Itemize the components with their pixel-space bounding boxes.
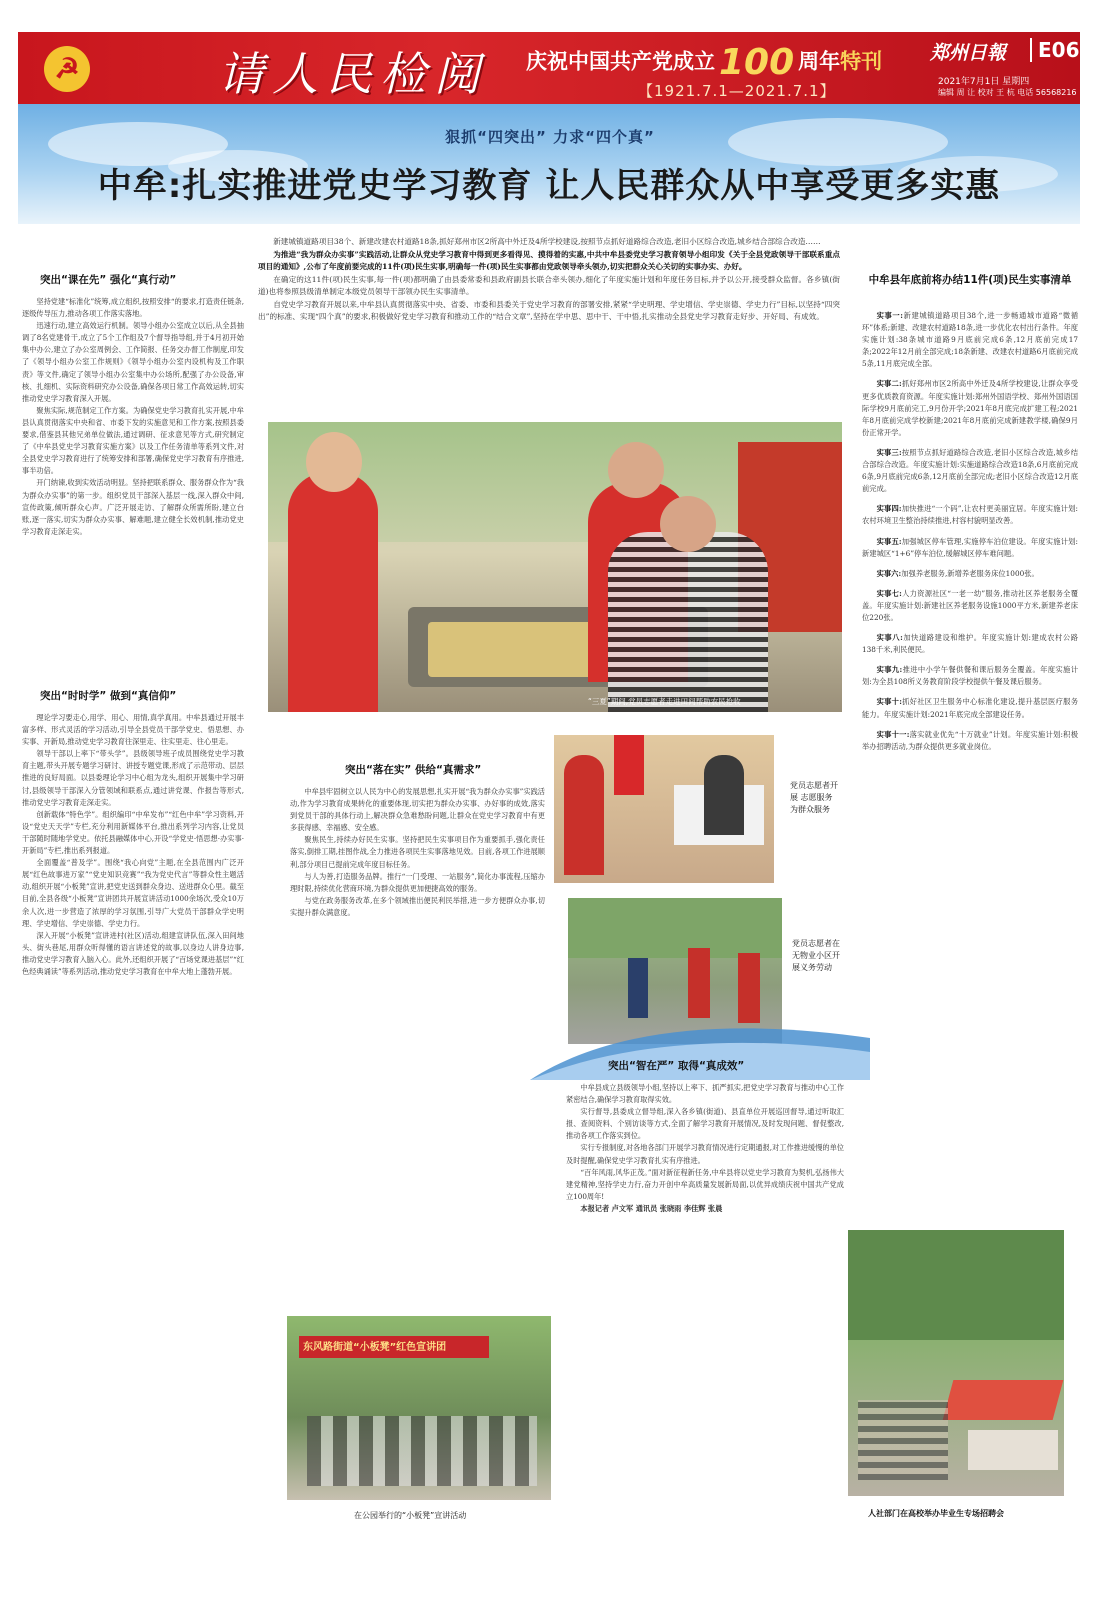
lead-paragraphs <box>258 236 840 324</box>
lead-p4: 自党史学习教育开展以来,中牟县认真贯彻落实中央、省委、市委和县委关于党史学习教育的部署安排,紧紧“学史明理、学史增信、学史崇德、学史力行”目标,以坚持“四突出”的标准、实现“四个真”的要求,积极做好党史学习教育和推动工作的“结合文章”,坚持在学中思、思中干、干中悟,扎实推动全县党史学习教育走好步、开好局、有成效。 <box>258 299 840 321</box>
rbox-item: 实事十一:落实就业优先“十万就业”计划。年度实施计划:积极举办招聘活动,为群众提供更多就业岗位。 <box>862 729 1078 751</box>
party-emblem-icon: ☭ <box>44 46 90 92</box>
rbox-title: 中牟县年底前将办结11件(项)民生实事清单 <box>868 274 1072 286</box>
section1-body <box>22 296 244 678</box>
photo3-caption: 党员志愿者在 无物业小区开展义务劳动 <box>792 939 840 972</box>
section4-title: 突出“智在严” 取得“真成效” <box>608 1060 745 1072</box>
section4-p4: “百年风雨,风华正茂。”面对新征程新任务,中牟县将以党史学习教育为契机,弘扬伟大建党精神,坚持学史力行,奋力开创中牟高质量发展新局面,以优异成绩庆祝中国共产党成立100周年! <box>566 1167 844 1201</box>
photo-volunteer-service <box>554 735 774 883</box>
section2-title: 突出“时时学” 做到“真信仰” <box>40 690 177 702</box>
section2-p1: 理论学习要走心,用学、用心、用情,真学真用。中牟县通过开展丰富多样、形式灵活的学习活动,引导全县党员干部学党史、悟思想、办实事、开新局,推动党史学习教育往深里走、往实里走、往心里走。 <box>22 713 244 747</box>
lead-p2: 为推进“我为群众办实事”实践活动,让群众从党史学习教育中得到更多看得见、摸得着的实惠,中共中牟县委党史学习教育领导小组印发《关于全县党政领导干部联系重点项目的通知》,公布了年度前要完成的11件(项)民生实事,明确每一件(项)民生实事都由党政领导牵头领办,切实把群众关心关切的实事办实、办好。 <box>258 249 840 271</box>
photo5-caption: 人社部门在高校举办毕业生专场招聘会 <box>868 1509 1004 1518</box>
main-photo <box>268 422 842 712</box>
rbox-item: 实事五:加强城区停车管理,实施停车泊位建设。年度实施计划:新建城区“1+6”停车泊位,缓解城区停车难问题。 <box>862 536 1078 558</box>
section1-p1: 坚持党建“标准化”统筹,成立组织,按照安排“的要求,打造责任链条,逐级传导压力,推动各项工作落实落地。 <box>22 297 244 319</box>
editors-line: 编辑 周 让 校对 王 杭 电话 56568216 <box>938 88 1077 97</box>
rbox-item: 实事八:加快道路建设和维护。年度实施计划:建成农村公路138千米,利民便民。 <box>862 633 1078 655</box>
masthead <box>18 32 1080 104</box>
rbox-item: 实事七:人力资源社区“一老一幼”服务,推动社区养老服务全覆盖。年度实施计划:新建社区养老服务设施1000平方米,新建养老床位220张。 <box>862 588 1078 622</box>
rbox-item: 实事三:按照节点抓好道路综合改造,老旧小区综合改造,城乡结合部综合改造。年度实施计划:实施道路综合改造18条,6月底前完成6条,9月底前完成6条,12月底前全部完成;老旧小区综合改造12月底前完成。 <box>862 447 1078 494</box>
section2-p4: 全面覆盖“普及学”。围绕“我心向党”主题,在全县范围内广泛开展“红色故事进万家”“党史知识竞赛”“我为党史代言”等群众性主题活动,组织开展“小板凳”宣讲,把党史送到群众身边、送进群众心里。截至目前,全县各级“小板凳”宣讲团共开展宣讲活动1000余场次,受众10万余人次,进一步营造了浓厚的学习氛围,引导广大党员干部群众学史明理、学史增信、学史崇德、学史力行。 <box>22 858 244 928</box>
photo2-caption: 党员志愿者开展 志愿服务 为群众服务 <box>790 781 838 814</box>
photo4-caption: 在公园举行的“小板凳”宣讲活动 <box>354 1511 467 1520</box>
rbox-item: 实事一:新建城镇道路项目38个,进一步畅通城市道路“微循环”体系;新建、改建农村道路18条,进一步优化农村出行条件。年度实施计划:38条城市道路9月底前完成6条,12月底前完成17条;2022年12月前全部完成;18条新建、改建农村道路6月底前完成5条,11月底完成全部。 <box>862 311 1078 369</box>
anniv-number: 100 <box>719 42 795 83</box>
kicker: 狠抓“四突出” 力求“四个真” <box>445 128 655 146</box>
section4-body <box>566 1082 844 1552</box>
section3-p3: 与人为善,打造服务品牌。推行“一门受理、一站服务”,简化办事流程,压缩办理时限,持续优化营商环境,为群众提供更加便捷高效的服务。 <box>290 871 545 893</box>
anniv-pre: 庆祝中国共产党成立 <box>526 49 715 74</box>
rbox-item: 实事六:加强养老服务,新增养老服务床位1000张。 <box>876 568 1039 578</box>
section3-p2: 聚焦民生,持续办好民生实事。坚持把民生实事项目作为重要抓手,强化责任落实,倒排工期,挂图作战,全力推进各项民生实事落地见效。目前,各项工作进展顺利,部分项目已提前完成年度目标任务。 <box>290 835 545 869</box>
section3-title: 突出“落在实” 供给“真需求” <box>345 764 482 776</box>
section3-body <box>290 786 545 1206</box>
section3-p4: 与党在政务服务改革,在多个领域推出便民利民举措,进一步方便群众办事,切实提升群众满意度。 <box>290 895 545 917</box>
section4-p1: 中牟县成立县级领导小组,坚持以上率下、抓严抓实,把党史学习教育与推动中心工作紧密结合,确保学习教育取得实效。 <box>566 1083 844 1105</box>
main-photo-caption: “三夏”期间,党员志愿者走进田间帮助农民抢收 <box>588 697 741 706</box>
rbox-item: 实事二:抓好郑州市区2所高中外迁及4所学校建设,让群众享受更多优质教育资源。年度实施计划:郑州外国语学校、郑州外国语国际学校9月底前完工,9月份开学;2021年8月底完成扩建工程;2021年8月底前完成学校新建;2021年8月底前完成新建教学楼,确保9月份正常开学。 <box>862 379 1078 437</box>
section3-p1: 中牟县牢固树立以人民为中心的发展思想,扎实开展“我为群众办实事”实践活动,作为学习教育成果转化的重要体现,切实把为群众办实事、办好事的成效,落实到党员干部的具体行动上,解决群众急难愁盼问题,让群众在党史学习教育中有更多获得感、幸福感、安全感。 <box>290 787 545 833</box>
rbox-item: 实事十:抓好社区卫生服务中心标准化建设,提升基层医疗服务能力。年度实施计划:2021年底完成全部建设任务。 <box>862 697 1078 719</box>
paper-name: 郑州日報 <box>930 42 1007 64</box>
anniversary-title <box>526 42 882 83</box>
headline: 中牟:扎实推进党史学习教育 让人民群众从中享受更多实惠 <box>97 166 1001 206</box>
photo4-banner: 东风路街道“小板凳”红色宣讲团 <box>303 1342 447 1353</box>
column-name: 请人民检阅 <box>218 47 488 101</box>
issue-date: 2021年7月1日 星期四 <box>938 77 1030 87</box>
section2-body <box>22 712 244 1542</box>
section4-p2: 实行督导,县委成立督导组,深入各乡镇(街道)、县直单位开展巡回督导,通过听取汇报、查阅资料、个别访谈等方式,全面了解学习教育开展情况,及时发现问题、督促整改,推动各项工作落实到位。 <box>566 1107 844 1141</box>
photo-job-fair <box>848 1230 1064 1496</box>
section1-title: 突出“课在先” 强化“真行动” <box>40 274 177 286</box>
section4-p3: 实行专报制度,对各地各部门开展学习教育情况进行定期通报,对工作推进缓慢的单位及时提醒,确保党史学习教育扎实有序推进。 <box>566 1143 844 1165</box>
section2-p5: 深入开展“小板凳”宣讲进村(社区)活动,组建宣讲队伍,深入田间地头、街头巷尾,用群众听得懂的语言讲述党的故事,以身边人讲身边事,推动党史学习教育入脑入心。此外,还组织开展了“百场党课进基层”“红色经典诵读”等系列活动,推动党史学习教育在中牟大地上蓬勃开展。 <box>22 930 244 976</box>
rbox-item: 实事四:加快推进“一个码”,让农村更美丽宜居。年度实施计划:农村环境卫生整治持续推进,村容村貌明显改善。 <box>862 504 1078 526</box>
date-range: 【1921.7.1—2021.7.1】 <box>638 82 836 100</box>
anniv-post: 周年 <box>798 49 841 74</box>
section1-p2: 迅速行动,建立高效运行机制。领导小组办公室成立以后,从全县抽调了8名党建骨干,成立了5个工作组及7个督导指导组,并于4月初开始集中办公,建立了办公室周例会、工作简报、任务交办督工作制度,印发了《领导小组办公室工作规则》《领导小组办公室内设机构及工作职责》等文件,确定了领导小组办公室集中办公场所,配强了办公设备,审核、扎细机、实际资料研究办公设备,确保各项日常工作高效运转,切实推动党史学习教育深入开展。 <box>22 321 244 403</box>
byline: 本报记者 卢文军 通讯员 张晓雨 李佳辉 张晨 <box>580 1203 723 1213</box>
lead-p3: 在确定的这11件(项)民生实事,每一件(项)都明确了由县委常委和县政府副县长联合牵头领办,细化了年度实施计划和年度任务目标,并予以公开,接受群众监督。各乡镇(街道)也将参照县级清单制定本级党员领导干部领办民生实事清单。 <box>258 274 840 296</box>
rbox-item: 实事九:推进中小学午餐供餐和课后服务全覆盖。年度实施计划:为全县108所义务教育阶段学校提供午餐及课后服务。 <box>862 665 1078 687</box>
section1-p3: 聚焦实际,规范制定工作方案。为确保党史学习教育扎实开展,中牟县认真贯彻落实中央和省、市委下发的实施意见和工作方案,按照县委要求,借鉴县其他兄弟单位做法,通过调研、征求意见等方式,研究制定了《中牟县党史学习教育实施方案》以及工作任务清单等系列文件,对全县党史学习教育进行了统筹安排和部署,确保党史学习教育有序推进,事半功倍。 <box>22 405 244 476</box>
lead-p1: 新建城镇道路项目38个、新建改建农村道路18条,抓好郑州市区2所高中外迁及4所学校建设,按照节点抓好道路综合改造,老旧小区综合改造,城乡结合部综合改造…… <box>273 237 821 246</box>
section2-p3: 创新载体“特色学”。组织编印“中牟发布”“红色中牟”学习资料,开设“党史天天学”专栏,充分利用新媒体平台,推出系列学习内容,让党员干部随时随地学党史。依托县融媒体中心,开设“学党史·悟思想·办实事·开新局”专栏,推出系列报道。 <box>22 809 244 856</box>
section2-p2: 领导干部以上率下“带头学”。县级领导班子成员围绕党史学习教育主题,带头开展专题学习研讨、讲授专题党课,形成了示范带动、层层推进的良好局面。以县委理论学习中心组为龙头,组织开展集中学习研讨,县级领导干部深入分管领域和联系点,通过讲党课、作报告等形式,推动党史学习教育走深走实。 <box>22 749 244 807</box>
section1-p4: 开门纳谏,收到实效活动明显。坚持把联系群众、服务群众作为“我为群众办实事”的第一步。组织党员干部深入基层一线,深入群众中间,宣传政策,倾听群众心声。广泛开展走访、了解群众所需所盼,建立台账,逐一落实,切实为群众办实事、解难题,建立健全长效机制,推动党史学习教育走深走实。 <box>22 478 244 536</box>
photo-stool-lecture <box>287 1316 551 1500</box>
page-number: E06 <box>1030 38 1080 62</box>
anniv-tag: 特刊 <box>840 49 883 74</box>
